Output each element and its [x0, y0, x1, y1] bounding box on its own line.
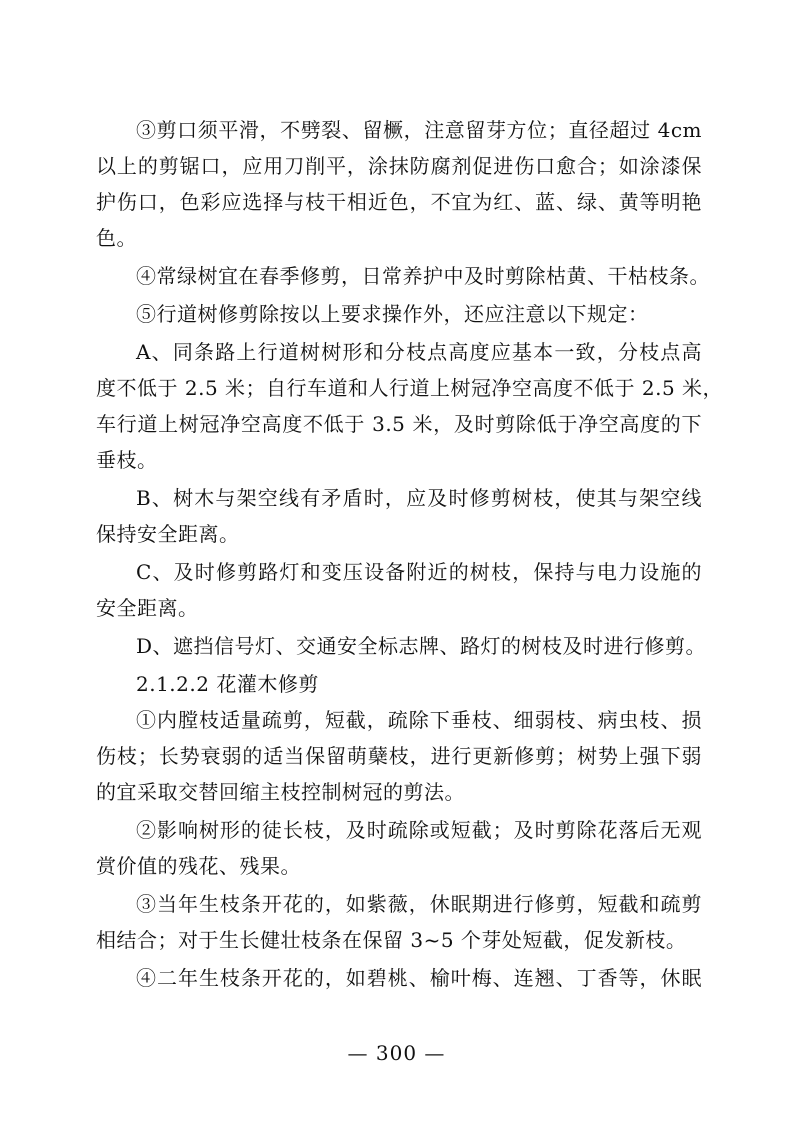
- text-line: ④常绿树宜在春季修剪，日常养护中及时剪除枯黄、干枯枝条。: [136, 264, 710, 288]
- text-line: ②影响树形的徒长枝，及时疏除或短截；及时剪除花落后无观: [136, 818, 702, 842]
- page-number: — 300 —: [347, 1041, 446, 1065]
- text-line: 安全距离。: [96, 596, 199, 620]
- text-line: ③剪口须平滑，不劈裂、留橛，注意留芽方位；直径超过 4cm: [136, 118, 702, 142]
- text-line: 相结合；对于生长健壮枝条在保留 3~5 个芽处短截，促发新枝。: [96, 928, 687, 952]
- text-line: A、同条路上行道树树形和分枝点高度应基本一致，分枝点高: [136, 340, 702, 364]
- text-line: 伤枝；长势衰弱的适当保留萌蘖枝，进行更新修剪；树势上强下弱: [96, 744, 702, 768]
- text-line: 以上的剪锯口，应用刀削平，涂抹防腐剂促进伤口愈合；如涂漆保: [96, 154, 702, 178]
- text-line: 护伤口，色彩应选择与枝干相近色，不宜为红、蓝、绿、黄等明艳: [96, 190, 702, 214]
- text-line: ⑤行道树修剪除按以上要求操作外，还应注意以下规定：: [136, 302, 649, 326]
- text-line: 的宜采取交替回缩主枝控制树冠的剪法。: [96, 780, 465, 804]
- text-line: 赏价值的残花、残果。: [96, 854, 301, 878]
- text-line: D、遮挡信号灯、交通安全标志牌、路灯的树枝及时进行修剪。: [136, 634, 707, 658]
- text-line: 色。: [96, 226, 137, 250]
- text-line: 保持安全距离。: [96, 522, 240, 546]
- text-line: 车行道上树冠净空高度不低于 3.5 米，及时剪除低于净空高度的下: [96, 412, 702, 436]
- text-line: ①内膛枝适量疏剪，短截，疏除下垂枝、细弱枝、病虫枝、损: [136, 708, 702, 732]
- text-line: 垂枝。: [96, 448, 158, 472]
- text-line: 度不低于 2.5 米；自行车道和人行道上树冠净空高度不低于 2.5 米，: [96, 376, 724, 400]
- text-line: ④二年生枝条开花的，如碧桃、榆叶梅、连翘、丁香等，休眠: [136, 966, 702, 990]
- text-line: C、及时修剪路灯和变压设备附近的树枝，保持与电力设施的: [136, 560, 702, 584]
- text-line: B、树木与架空线有矛盾时，应及时修剪树枝，使其与架空线: [136, 486, 702, 510]
- text-line: ③当年生枝条开花的，如紫薇，休眠期进行修剪，短截和疏剪: [136, 892, 702, 916]
- section-heading: 2.1.2.2 花灌木修剪: [136, 672, 319, 696]
